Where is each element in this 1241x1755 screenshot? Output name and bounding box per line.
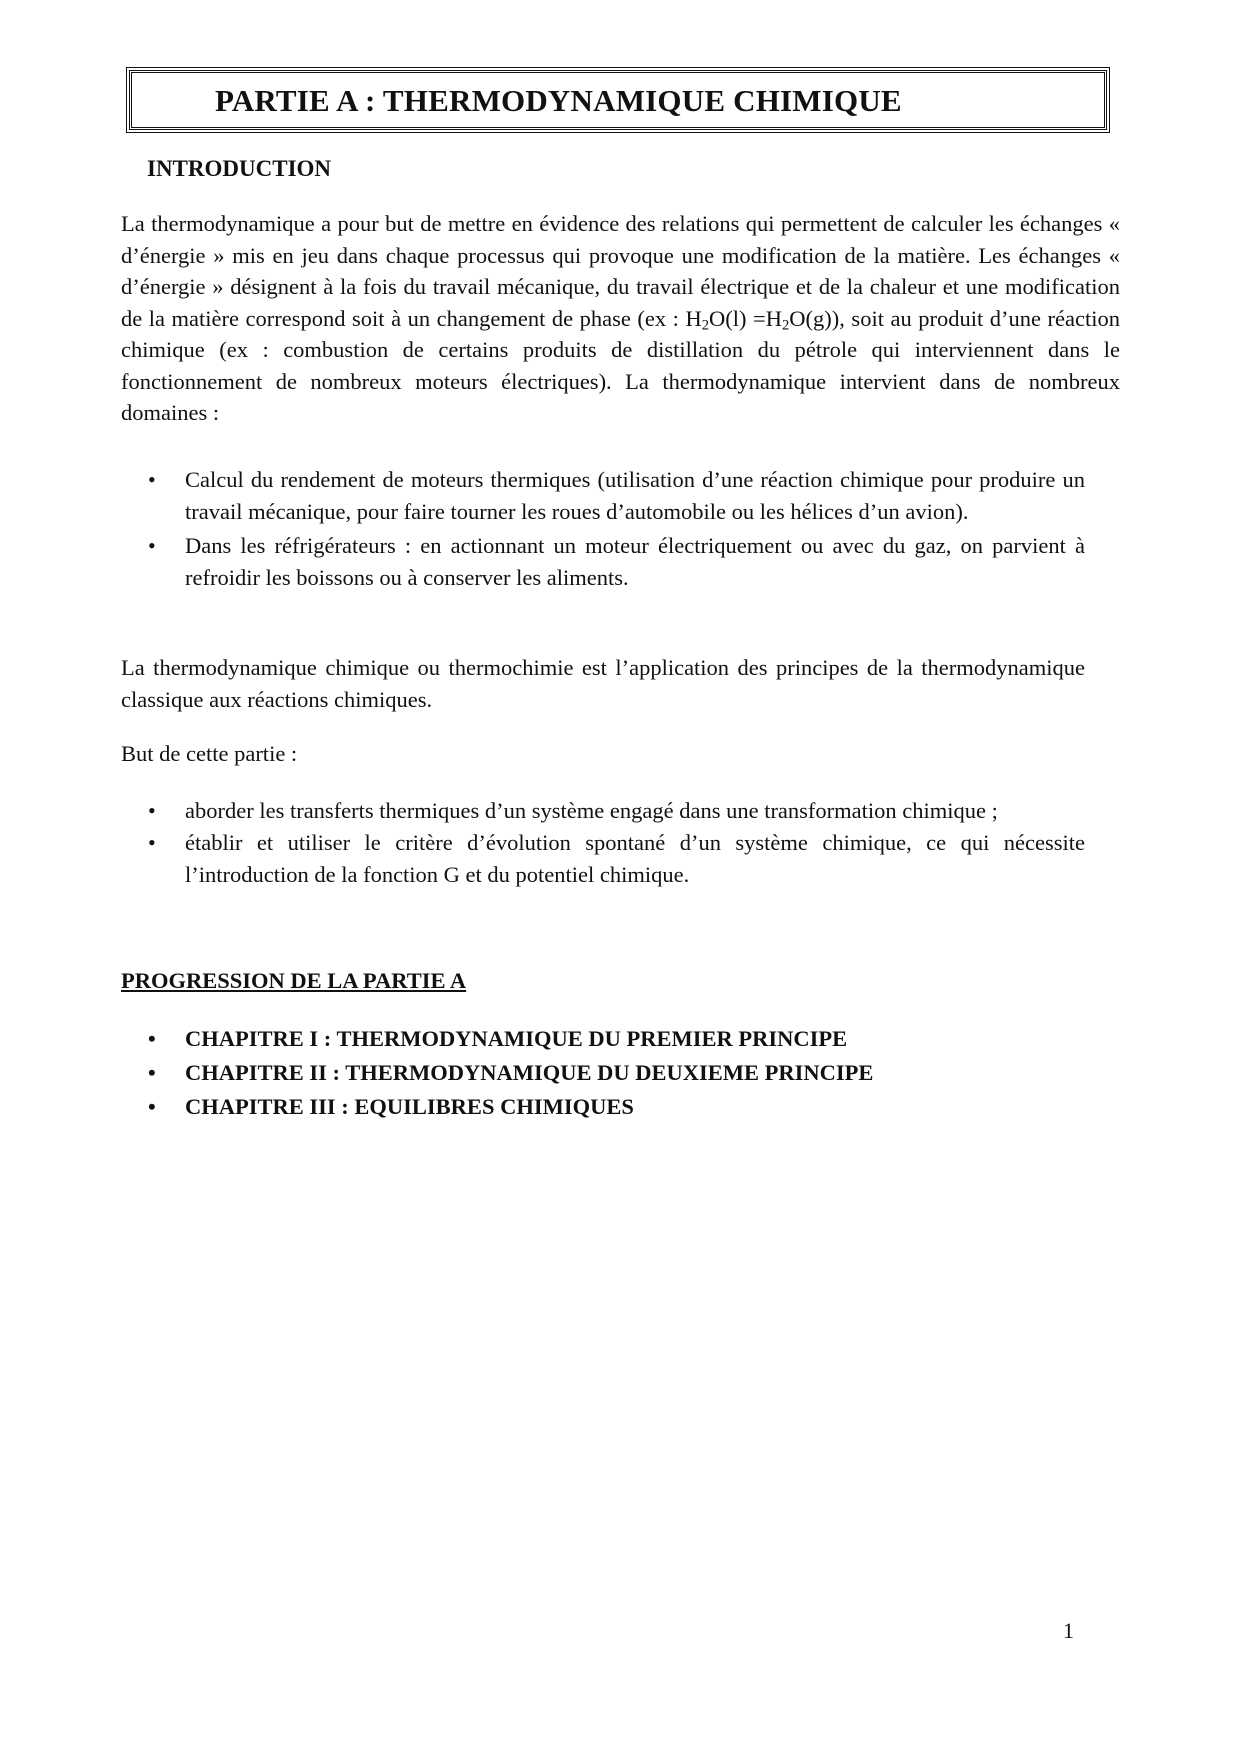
chapter-item	[0, 1056, 1085, 1090]
introduction-heading: INTRODUCTION	[147, 156, 332, 181]
list-item	[0, 795, 1085, 827]
bullet-icon: •	[148, 1094, 156, 1119]
list-item	[0, 530, 1085, 594]
title-box	[129, 70, 1107, 130]
bullet-icon: •	[148, 1026, 156, 1051]
chapter-title: CHAPITRE III : EQUILIBRES CHIMIQUES	[185, 1094, 634, 1119]
bullet-icon: •	[148, 830, 156, 855]
bullet-icon: •	[148, 798, 156, 823]
chapter-title: CHAPITRE II : THERMODYNAMIQUE DU DEUXIEME PRINCIPE	[185, 1060, 874, 1085]
chapitres-list	[0, 1022, 1085, 1124]
list-item-text: Calcul du rendement de moteurs thermiques (utilisation d’une réaction chimique pour produire un travail mécanique, pour faire tourner les roues d’automobile ou les hélices d’un avion).	[185, 467, 1085, 524]
list-item	[0, 464, 1085, 528]
progression-heading: PROGRESSION DE LA PARTIE A	[121, 968, 467, 993]
intro-text-1: La thermodynamique a pour but de mettre en évidence des relations qui permettent de calculer les échanges « d’énergie » mis en jeu dans chaque processus qui provoque une modification de la matière. Les échanges « d’énergie » désignent à la fois du travail mécanique, du travail électrique et de la chaleur et une modification de la matière correspond soit à un changement de phase (ex : H	[121, 211, 1120, 331]
chapter-title: CHAPITRE I : THERMODYNAMIQUE DU PREMIER PRINCIPE	[185, 1026, 848, 1051]
subscript-2: 2	[781, 317, 790, 334]
page-number: 1	[1063, 1618, 1074, 1643]
but-heading: But de cette partie :	[121, 741, 298, 766]
chapter-item	[0, 1090, 1085, 1124]
subscript-2: 2	[701, 317, 710, 334]
page-title: PARTIE A : THERMODYNAMIQUE CHIMIQUE	[215, 83, 902, 118]
chapter-item	[0, 1022, 1085, 1056]
domaines-list	[0, 464, 1085, 594]
list-item-text: aborder les transferts thermiques d’un système engagé dans une transformation chimique ;	[185, 798, 998, 823]
intro-text-2: O(l) =H	[709, 305, 782, 331]
bullet-icon: •	[148, 1060, 156, 1085]
but-list	[0, 795, 1085, 891]
list-item-text: Dans les réfrigérateurs : en actionnant un moteur électriquement ou avec du gaz, on parvient à refroidir les boissons ou à conserver les aliments.	[185, 533, 1085, 590]
intro-text-3: O(g)), soit au produit d’une réaction chimique (ex : combustion de certains produits de distillation du pétrole qui interviennent dans le fonctionnement de nombreux moteurs électriques). La thermodynamique intervient dans de nombreux domaines :	[121, 305, 1120, 425]
list-item	[0, 827, 1085, 891]
bullet-icon: •	[148, 467, 156, 492]
thermochimie-paragraph: La thermodynamique chimique ou thermochimie est l’application des principes de la thermodynamique classique aux réactions chimiques.	[121, 655, 1085, 712]
bullet-icon: •	[148, 533, 156, 558]
introduction-paragraph	[121, 208, 1120, 429]
list-item-text: établir et utiliser le critère d’évolution spontané d’un système chimique, ce qui nécessite l’introduction de la fonction G et du potentiel chimique.	[185, 830, 1085, 887]
